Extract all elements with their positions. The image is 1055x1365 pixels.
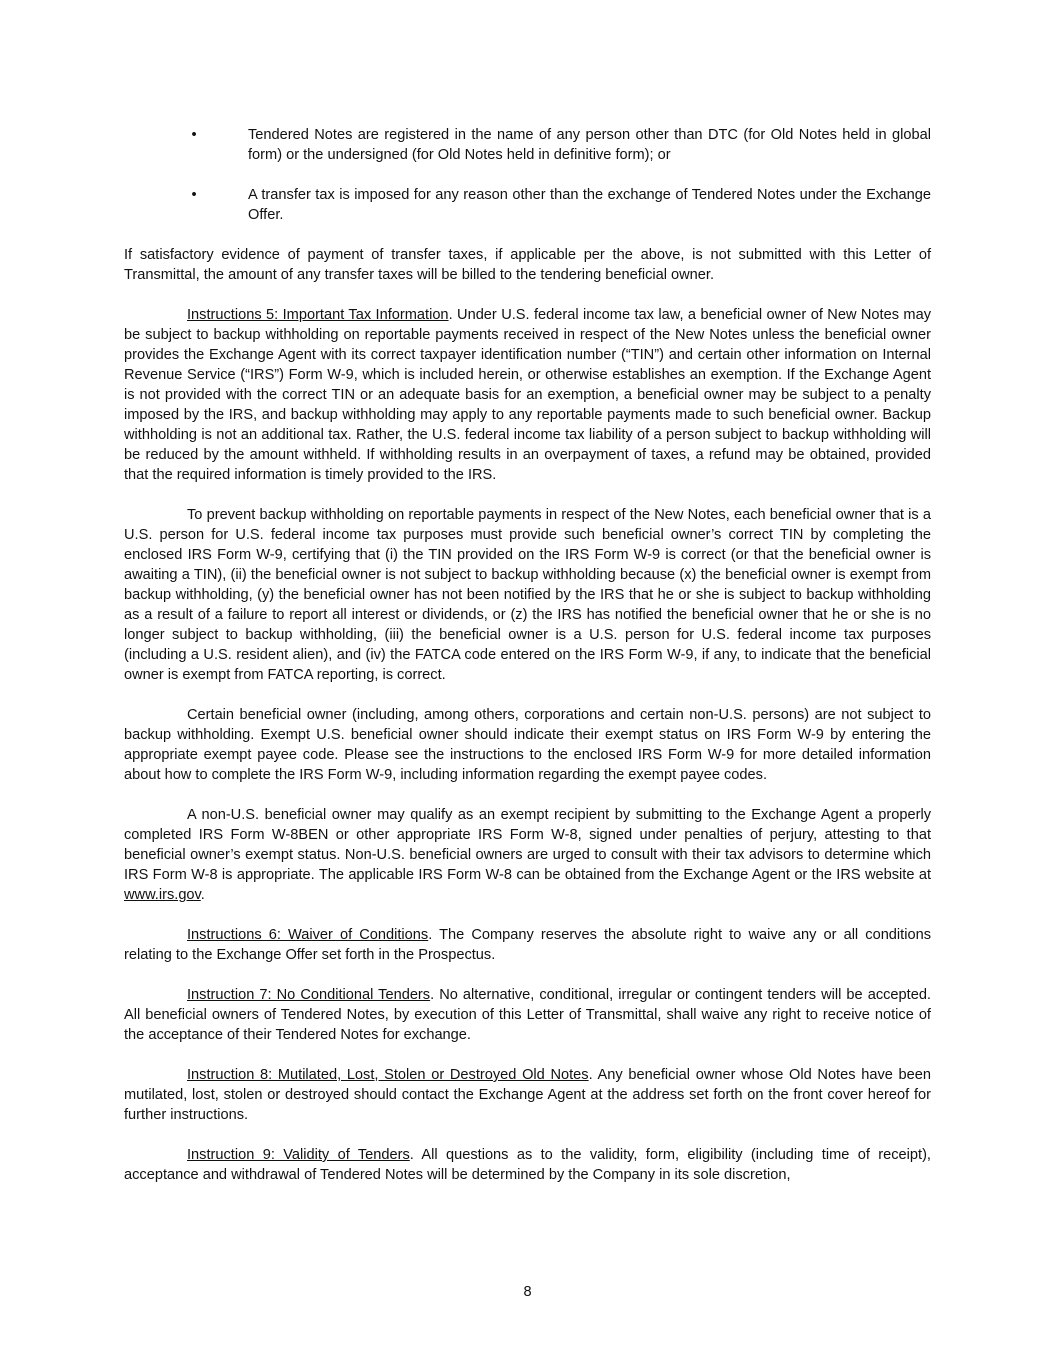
non-us-owner-end: . bbox=[200, 887, 205, 903]
transfer-tax-paragraph: If satisfactory evidence of payment of transfer taxes, if applicable per the above, is not submitted with this Letter of Transmittal, the amount of any transfer taxes will be billed to the tendering beneficial owner. bbox=[124, 247, 931, 283]
bullet-text: A transfer tax is imposed for any reason other than the exchange of Tendered Notes under the Exchange Offer. bbox=[248, 187, 931, 223]
instruction-5-body: . Under U.S. federal income tax law, a beneficial owner of New Notes may be subject to backup withholding on reportable payments received in respect of the New Notes unless the beneficial owner provides the Exchange Agent with its correct taxpayer identification number (“TIN”) and certain other information on Internal Revenue Service (“IRS”) Form W-9, which is included herein, or otherwise establishes an exemption. If the Exchange Agent is not provided with the correct TIN or an adequate basis for an exemption, a beneficial owner may be subject to a penalty imposed by the IRS, and backup withholding may apply to any reportable payments made to such beneficial owner. Backup withholding is not an additional tax. Rather, the U.S. federal income tax liability of a person subject to backup withholding will be reduced by the amount withheld. If withholding results in an overpayment of taxes, a refund may be obtained, provided that the required information is timely provided to the IRS. bbox=[124, 307, 932, 483]
instruction-6-heading: Instructions 6: Waiver of Conditions bbox=[187, 927, 429, 943]
non-us-owner-body: A non-U.S. beneficial owner may qualify as an exempt recipient by submitting to the Exchange Agent a properly completed IRS Form W-8BEN or other appropriate IRS Form W-8, signed under penalties of perjury, attesting to that beneficial owner’s exempt status. Non-U.S. beneficial owners are urged to consult with their tax advisors to determine which IRS Form W-8 is appropriate. The applicable IRS Form W-8 can be obtained from the Exchange Agent or the IRS website at bbox=[124, 807, 931, 883]
document-body bbox=[124, 125, 931, 1205]
instruction-7-body: . No alternative, conditional, irregular or contingent tenders will be accepted. All beneficial owners of Tendered Notes, by execution of this Letter of Transmittal, shall waive any right to receive notice of the acceptance of their Tendered Notes for exchange. bbox=[124, 987, 931, 1043]
instruction-9-body: . All questions as to the validity, form, eligibility (including time of receipt), acceptance and withdrawal of Tendered Notes will be determined by the Company in its sole discretion, bbox=[124, 1147, 931, 1183]
instruction-6-paragraph bbox=[124, 925, 931, 965]
non-us-owner-paragraph bbox=[124, 805, 931, 905]
instruction-7-heading: Instruction 7: No Conditional Tenders bbox=[187, 987, 431, 1003]
bullet-text: Tendered Notes are registered in the name of any person other than DTC (for Old Notes held in global form) or the undersigned (for Old Notes held in definitive form); or bbox=[248, 127, 931, 163]
backup-withholding-paragraph: To prevent backup withholding on reportable payments in respect of the New Notes, each beneficial owner that is a U.S. person for U.S. federal income tax purposes must provide such beneficial owner’s correct TIN by completing the enclosed IRS Form W-9, certifying that (i) the TIN provided on the IRS Form W-9 is correct (or that the beneficial owner is awaiting a TIN), (ii) the beneficial owner is not subject to backup withholding because (x) the beneficial owner is exempt from backup withholding, (y) the beneficial owner has not been notified by the IRS that he or she is subject to backup withholding as a result of a failure to report all interest or dividends, or (z) the IRS has notified the beneficial owner that he or she is no longer subject to backup withholding, (iii) the beneficial owner is a U.S. person for U.S. federal income tax purposes (including a U.S. resident alien), and (iv) the FATCA code entered on the IRS Form W-9, if any, to indicate that the beneficial owner is exempt from FATCA reporting, is correct. bbox=[124, 507, 931, 683]
irs-website-link[interactable]: www.irs.gov bbox=[124, 887, 201, 903]
bullet-icon: • bbox=[191, 127, 197, 143]
bullet-icon: • bbox=[191, 187, 197, 203]
instruction-6-body: . The Company reserves the absolute right to waive any or all conditions relating to the Exchange Offer set forth in the Prospectus. bbox=[124, 927, 931, 963]
instruction-5-paragraph bbox=[124, 305, 931, 485]
instruction-9-paragraph bbox=[124, 1145, 931, 1185]
instruction-8-paragraph bbox=[124, 1065, 931, 1125]
instruction-8-heading: Instruction 8: Mutilated, Lost, Stolen or Destroyed Old Notes bbox=[187, 1067, 589, 1083]
instruction-7-paragraph bbox=[124, 985, 931, 1045]
instruction-5-heading: Instructions 5: Important Tax Information bbox=[187, 307, 449, 323]
bullet-item bbox=[124, 185, 931, 225]
instruction-9-heading: Instruction 9: Validity of Tenders bbox=[187, 1147, 410, 1163]
exempt-owner-paragraph: Certain beneficial owner (including, among others, corporations and certain non-U.S. persons) are not subject to backup withholding. Exempt U.S. beneficial owner should indicate their exempt status on IRS Form W-9 by entering the appropriate exempt payee code. Please see the instructions to the enclosed IRS Form W-9 for more detailed information about how to complete the IRS Form W-9, including information regarding the exempt payee codes. bbox=[124, 707, 931, 783]
instruction-8-body: . Any beneficial owner whose Old Notes have been mutilated, lost, stolen or destroyed should contact the Exchange Agent at the address set forth on the front cover hereof for further instructions. bbox=[124, 1067, 932, 1123]
bullet-item bbox=[124, 125, 931, 165]
page-number: 8 bbox=[523, 1284, 532, 1300]
